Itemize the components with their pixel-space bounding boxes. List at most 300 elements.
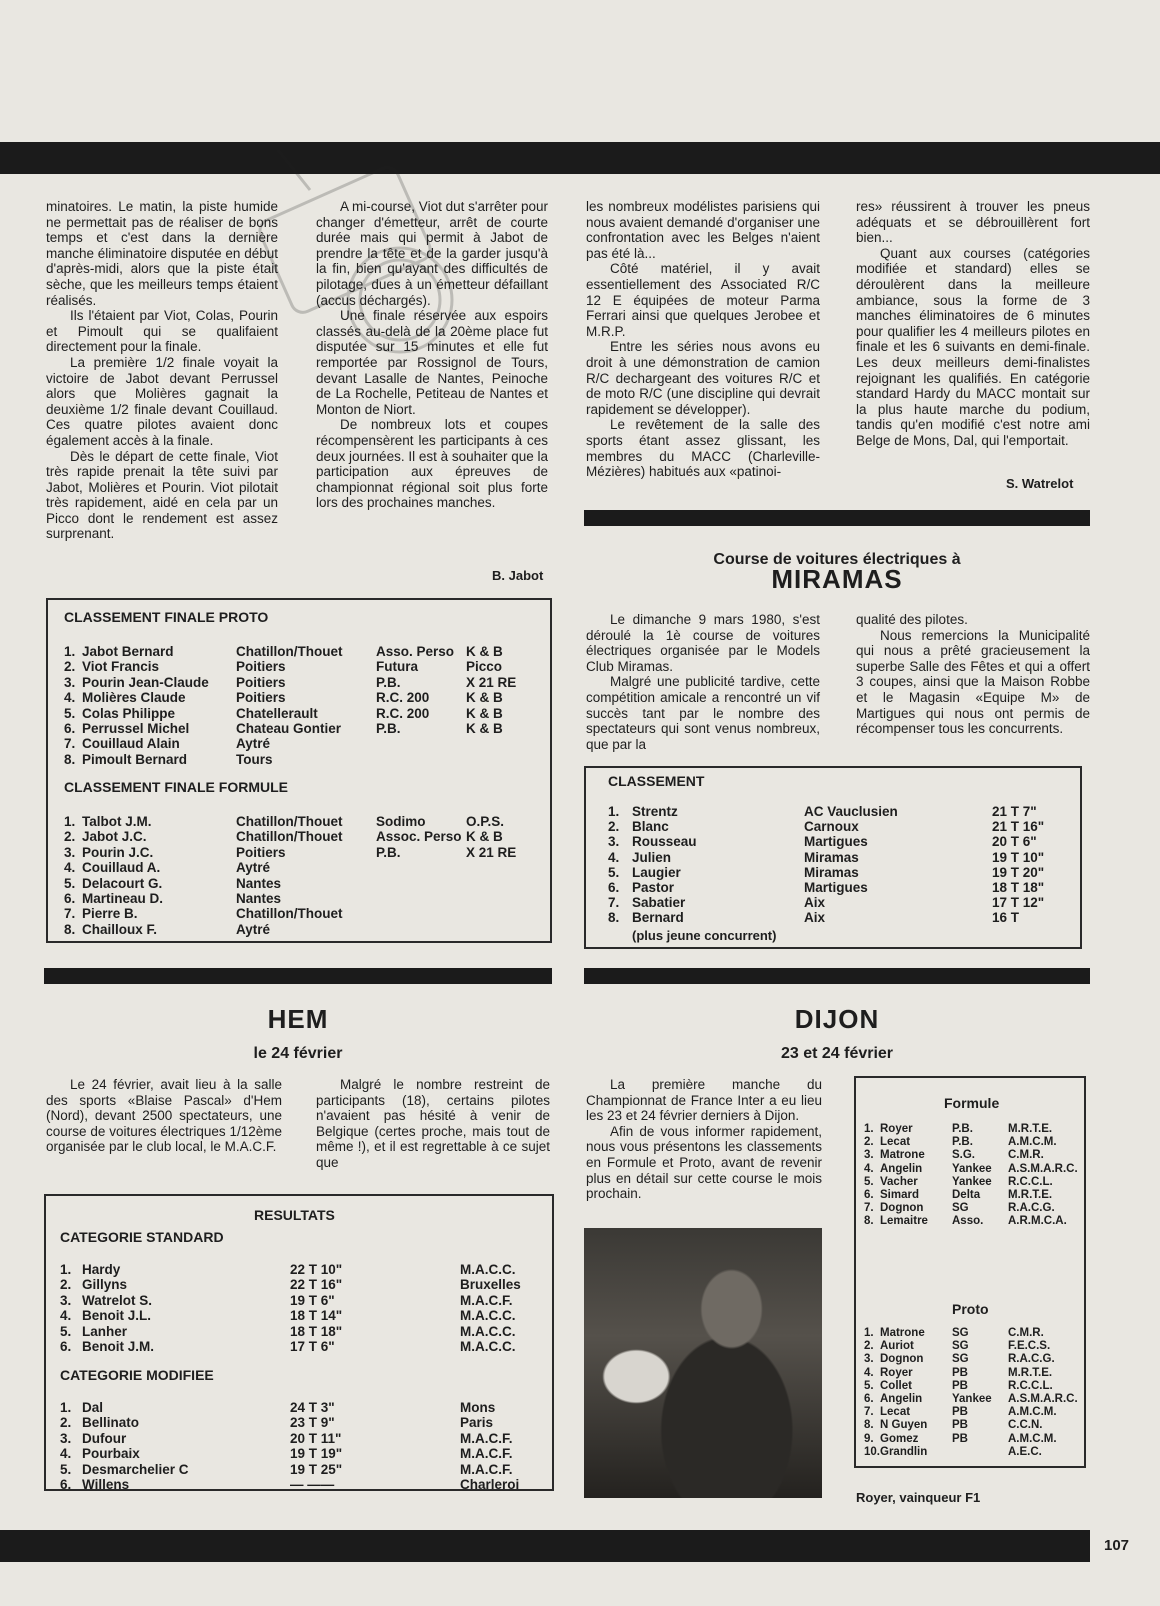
cell-chassis: Picco [466,659,503,675]
table-row [60,1415,550,1431]
cell-name: Dal [82,1400,104,1415]
cell-club: Aix [804,910,826,926]
paragraph: Malgré une publicité tardive, cette compétition amicale a rencontré un vif succès tant par le nombre des spectateurs qui sont venus nombreux, que par la [586,674,820,752]
table-row [64,706,544,722]
paragraph: Quant aux courses (catégories modifiée et standard) elles se déroulèrent dans la meilleure ambiance, sous la forme de 3 manches éliminatoires de 6 minutes pour qualifier les 4 meilleurs pilotes en finale et les 6 suivants en demi-finale. Les deux meilleurs demi-finalistes rejoignant les qualifiés. En catégorie standard Hardy du MACC montait sur la plus haute marche du podium, tandis qu'en modifié c'est notre ami Belge de Mons, Dal, qui l'emportait. [856,245,1090,448]
cell-pos: 5. [64,705,76,721]
cell-club: Chatillon/Thouet [236,906,343,922]
cell-club: R.A.C.G. [1008,1202,1055,1215]
cell-club: Martigues [804,880,868,895]
cell-name: Matrone [880,1327,925,1339]
cell-car: PB [952,1379,968,1392]
cell-pos: 3. [864,1353,874,1366]
proto-table-rows [64,644,544,774]
cell-name: Pastor [632,880,675,895]
cell-time: 18 T 14" [290,1308,343,1324]
cell-pos: 10. [864,1445,880,1458]
cell-name: Pimoult Bernard [82,751,188,767]
cell-pos: 3. [64,674,76,690]
cell-name: Vacher [880,1175,918,1188]
cell-pos: 2. [864,1340,874,1353]
bottom-bar [0,1530,1090,1562]
cell-club: C.M.R. [1008,1327,1044,1339]
paragraph: Le 24 février, avait lieu à la salle des sports «Blaise Pascal» d'Hem (Nord), devant 2500 spectateurs, une course de voitures électriques 1/12ème organisée par le club local, le M.A.C.F. [46,1077,282,1155]
table-row [60,1462,550,1478]
cell-pos: 1. [864,1327,874,1339]
table-row [60,1477,550,1493]
table-row [64,860,544,876]
dijon-proto-title: Proto [952,1301,989,1317]
cell-pos: 1. [64,814,76,829]
cell-club: Aytré [236,736,271,752]
table-row [64,659,544,675]
cell-name: Laugier [632,864,681,880]
miramas-kicker: Course de voitures électriques à [713,551,961,568]
table-row [64,752,544,768]
cell-name: Lecat [880,1136,911,1149]
cell-time: 21 T 16" [992,819,1045,835]
cell-club: A.M.C.M. [1008,1136,1057,1149]
cell-club: A.S.M.A.R.C. [1008,1162,1078,1175]
cell-club: M.R.T.E. [1008,1123,1053,1135]
cell-club: Aix [804,895,826,911]
cell-pos: 5. [60,1323,72,1339]
cell-name: Chailloux F. [82,921,158,937]
cell-pos: 5. [60,1461,72,1477]
dijon-col1 [586,1077,822,1202]
cell-name: Sabatier [632,895,686,911]
cell-time: 19 T 19" [290,1446,343,1462]
cell-club: Poitiers [236,659,286,675]
paragraph: Dès le départ de cette finale, Viot très rapide prenait la tête suivi par Jabot, Molières et Pourin. Viot pilotait très rapidement, aidé en cela par un Picco dont le rendement est assez surprenant. [46,448,278,542]
cell-club: M.A.C.F. [460,1446,513,1462]
page-number: 107 [1104,1537,1130,1554]
cell-club: A.R.M.C.A. [1008,1215,1067,1228]
paragraph: Afin de vous informer rapidement, nous vous présentons les classements en Formule et Proto, avant de revenir plus en détail sur cette course le mois prochain. [586,1123,822,1202]
miramas-results-box [584,766,1082,949]
table-row [60,1324,550,1340]
proto-article-col1 [46,199,278,542]
cell-name: Rousseau [632,834,697,850]
cell-chassis: K & B [466,721,503,736]
proto-formule-results-box [46,598,552,943]
cell-name: Blanc [632,819,669,835]
cell-club: Aytré [236,860,271,876]
cell-pos: 6. [64,721,76,736]
cell-pos: 5. [64,875,76,891]
table-row [64,891,544,907]
cell-club: Miramas [804,864,859,880]
cell-time: 17 T 12" [992,895,1045,911]
cell-club: Poitiers [236,844,286,860]
cell-name: Strentz [632,804,678,819]
standard-table-rows [60,1262,550,1358]
paragraph: Une finale réservée aux espoirs classés au-delà de la 20ème place fut disputée sur 15 minutes et elle fut remportée par Rossignol de Tours, devant Lasalle de Nantes, Peinoche de La Rochelle, Petiteau de Nantes et Monton de Niort. [316,308,548,417]
cell-club: M.A.C.C. [460,1339,516,1354]
cell-time: 24 T 3" [290,1400,335,1415]
table-row [60,1308,550,1324]
cell-pos: 7. [64,736,76,752]
table-row [608,895,1078,911]
cell-pos: 2. [60,1415,72,1431]
cell-name: Couillaud A. [82,860,161,876]
cell-pos: 8. [608,910,620,926]
cell-name: Lanher [82,1323,128,1339]
cell-pos: 4. [64,860,76,876]
modifiee-table-rows [60,1400,550,1496]
paragraph: La première manche du Championnat de France Inter a eu lieu les 23 et 24 février derniers à Dijon. [586,1077,822,1124]
cell-name: Matrone [880,1149,925,1162]
cell-pos: 1. [864,1123,874,1135]
cell-name: Angelin [880,1393,923,1405]
cell-car: SG [952,1353,969,1366]
table-row [64,675,544,691]
cell-car: Yankee [952,1393,992,1405]
cell-car: PB [952,1432,968,1445]
cell-pos: 2. [64,659,76,675]
cell-pos: 7. [864,1406,874,1419]
top-bar [0,142,1160,174]
cell-club: Martigues [804,834,868,850]
table-row [60,1446,550,1462]
paragraph: Ils l'étaient par Viot, Colas, Pourin et Pimoult qui se qualifaient directement pour la finale. [46,308,278,355]
table-row [608,910,1078,926]
cell-pos: 1. [64,644,76,659]
cell-chassis: X 21 RE [466,674,517,690]
cell-name: Pourin J.C. [82,844,154,860]
cell-name: Pierre B. [82,906,138,922]
table-row [64,690,544,706]
miramas-col1 [586,612,820,752]
table-row [864,1214,1084,1230]
cell-name: Lecat [880,1406,911,1419]
cell-time: 19 T 20" [992,864,1045,880]
cell-car: PB [952,1419,968,1432]
cell-club: A.E.C. [1008,1445,1042,1458]
paragraph: res» réussirent à trouver les pneus adéquats et se débrouillèrent fort bien... [856,199,1090,246]
cell-pos: 2. [864,1136,874,1149]
cell-club: C.M.R. [1008,1149,1044,1162]
cell-pos: 6. [60,1477,72,1492]
cell-time: 20 T 6" [992,834,1037,850]
cell-club: R.C.C.L. [1008,1379,1053,1392]
cell-name: Bernard [632,910,684,926]
cell-club: A.S.M.A.R.C. [1008,1393,1078,1405]
table-row [608,804,1078,820]
cell-chassis: K & B [466,690,503,706]
miramas-note: (plus jeune concurrent) [632,928,777,943]
cell-pos: 4. [64,690,76,706]
cell-pos: 6. [608,880,620,895]
paragraph: La première 1/2 finale voyait la victoire de Jabot devant Perrussel alors que Molières gagnait la deuxième 1/2 finale devant Couillaud. Ces quatre pilotes avaient donc également accès à la finale. [46,354,278,448]
cell-name: Molières Claude [82,690,186,706]
cell-pos: 1. [60,1400,72,1415]
cell-pos: 7. [64,906,76,922]
cell-club: A.M.C.M. [1008,1432,1057,1445]
cell-car: SG [952,1202,969,1215]
cell-club: Mons [460,1400,496,1415]
winner-photo [584,1228,822,1498]
paragraph: minatoires. Le matin, la piste humide ne permettait pas de réaliser de bons temps et c'est dans la dernière manche éliminatoire disputée en début d'après-midi, alors que la piste était sèche, que les meilleurs temps étaient réalisés. [46,199,278,308]
cell-pos: 5. [864,1379,874,1392]
cell-name: Gomez [880,1432,919,1445]
paragraph: les nombreux modélistes parisiens qui nous avaient demandé d'organiser une confrontation avec les Belges n'aient pas été là... [586,199,820,261]
table-row [608,880,1078,896]
cell-time: 22 T 16" [290,1277,343,1293]
table-row [864,1445,1084,1461]
cell-car: P.B. [952,1136,973,1149]
hem-col1 [46,1077,282,1155]
cell-club: R.C.C.L. [1008,1175,1053,1188]
table-row [60,1431,550,1447]
cell-pos: 2. [608,819,620,835]
cell-name: Benoit J.M. [82,1339,155,1354]
table-row [608,834,1078,850]
cell-club: C.C.N. [1008,1419,1043,1432]
cell-pos: 5. [608,864,620,880]
dijon-title: DIJON [794,1004,880,1034]
hem-title: HEM [267,1004,329,1034]
photo-caption: Royer, vainqueur F1 [856,1490,981,1505]
cell-club: A.M.C.M. [1008,1406,1057,1419]
cell-car: Yankee [952,1175,992,1188]
cell-time: 19 T 6" [290,1292,335,1308]
cell-chassis: K & B [466,705,503,721]
formule-table-rows [64,814,544,944]
dijon-results-box [854,1076,1086,1468]
cell-club: Chatillon/Thouet [236,644,343,659]
cell-name: Pourbaix [82,1446,140,1462]
cell-name: Martineau D. [82,891,164,906]
cell-time: 18 T 18" [992,880,1045,895]
cell-motor: R.C. 200 [376,690,430,706]
cell-chassis: X 21 RE [466,844,517,860]
cell-time: — —— [290,1477,335,1492]
cell-club: AC Vauclusien [804,804,898,819]
cell-name: Gillyns [82,1277,128,1293]
cell-pos: 8. [864,1419,874,1432]
hem-col2 [316,1077,550,1171]
proto-table-title: CLASSEMENT FINALE PROTO [64,609,269,625]
paragraph: Entre les séries nous avons eu droit à une démonstration de camion R/C dechargeant des voitures R/C et de moto R/C (une discipline qui devrait rapidement se développer). [586,339,820,417]
cell-pos: 3. [64,844,76,860]
cell-pos: 4. [864,1162,874,1175]
cell-name: Talbot J.M. [82,814,152,829]
cell-time: 18 T 18" [290,1323,343,1339]
cell-car: P.B. [952,1123,973,1135]
cell-name: Colas Philippe [82,705,176,721]
cell-club: Charleroi [460,1477,520,1492]
cell-club: Bruxelles [460,1277,521,1293]
cell-club: Aytré [236,921,271,937]
cell-motor: Sodimo [376,814,426,829]
cell-pos: 4. [60,1308,72,1324]
cell-name: Lemaitre [880,1215,928,1228]
cell-club: F.E.C.S. [1008,1340,1051,1353]
cell-pos: 3. [60,1292,72,1308]
belgian-article-col1 [586,199,820,480]
cell-motor: P.B. [376,844,401,860]
cell-name: Watrelot S. [82,1292,153,1308]
cell-club: Paris [460,1415,494,1431]
cell-pos: 3. [864,1149,874,1162]
cell-club: R.A.C.G. [1008,1353,1055,1366]
standard-category-title: CATEGORIE STANDARD [60,1229,224,1245]
table-row [60,1339,550,1355]
formule-table-title: CLASSEMENT FINALE FORMULE [64,779,288,795]
cell-time: 21 T 7" [992,804,1037,819]
cell-name: Royer [880,1366,913,1379]
cell-car: PB [952,1366,968,1379]
cell-club: Poitiers [236,690,286,706]
dijon-formule-rows [864,1122,1084,1232]
table-row [64,845,544,861]
cell-club: Chatillon/Thouet [236,814,343,829]
table-row [60,1400,550,1416]
table-row [60,1262,550,1278]
miramas-title: MIRAMAS [771,564,903,594]
rule-hem-top [44,968,552,984]
cell-name: Pourin Jean-Claude [82,674,209,690]
cell-name: Willens [82,1477,130,1492]
cell-club: Nantes [236,891,282,906]
cell-name: Delacourt G. [82,875,163,891]
paragraph: Le revêtement de la salle des sports étant assez glissant, les membres du MACC (Charleville-Mézières) habitués aux «patinoi- [586,417,820,480]
cell-name: Couillaud Alain [82,736,180,752]
hem-subtitle: le 24 février [253,1045,343,1062]
cell-name: N Guyen [880,1419,928,1432]
cell-chassis: O.P.S. [466,814,505,829]
dijon-subtitle: 23 et 24 février [780,1045,894,1062]
cell-pos: 8. [64,751,76,767]
cell-pos: 2. [60,1277,72,1293]
dijon-proto-rows [864,1326,1084,1460]
cell-pos: 6. [864,1393,874,1405]
table-row [64,922,544,938]
cell-car: PB [952,1406,968,1419]
cell-car: S.G. [952,1149,976,1162]
cell-time: 19 T 10" [992,849,1045,865]
table-row [64,876,544,892]
cell-motor: P.B. [376,721,401,736]
table-row [64,644,544,660]
cell-motor: Asso. Perso [376,644,455,659]
cell-name: Jabot J.C. [82,829,147,845]
table-row [608,850,1078,866]
paragraph: A mi-course, Viot dut s'arrêter pour changer d'émetteur, arrêt de courte durée mais qui permit à Jabot de prendre la tête et de la garder jusqu'à la fin, bien qu'ayant des difficultés de pilotage, dues à un émetteur défaillant (accus déchargés). [316,199,548,308]
table-row [64,829,544,845]
cell-name: Dognon [880,1202,924,1215]
cell-pos: 1. [60,1262,72,1277]
paragraph: Le dimanche 9 mars 1980, s'est déroulé la 1è course de voitures électriques organisée par le Models Club Miramas. [586,612,820,674]
cell-club: M.A.C.F. [460,1292,513,1308]
cell-name: Royer [880,1123,913,1135]
cell-name: Angelin [880,1162,923,1175]
paragraph: Malgré le nombre restreint de participants (18), certains pilotes n'avaient pas hésité à venir de Belgique (certes proche, mais tout de même !), et il est regrettable à ce sujet que [316,1077,550,1170]
cell-name: Viot Francis [82,659,160,675]
paragraph: De nombreux lots et coupes récompensèrent les participants à ces deux journées. Il est à souhaiter que la participation aux épreuves de championnat régional soit plus forte lors des prochaines manches. [316,417,548,511]
cell-club: Poitiers [236,674,286,690]
cell-chassis: K & B [466,829,503,845]
cell-name: Auriot [880,1340,914,1353]
cell-pos: 6. [864,1189,874,1201]
cell-club: Chateau Gontier [236,721,342,736]
cell-name: Simard [880,1189,919,1201]
cell-club: M.A.C.C. [460,1308,516,1324]
cell-time: 20 T 11" [290,1430,342,1446]
cell-pos: 4. [60,1446,72,1462]
table-row [64,906,544,922]
cell-pos: 6. [64,891,76,906]
table-row [608,865,1078,881]
cell-name: Grandlin [880,1445,928,1458]
cell-pos: 6. [60,1339,72,1354]
proto-article-col2 [316,199,548,511]
hem-results-box [44,1194,554,1491]
cell-name: Bellinato [82,1415,140,1431]
miramas-col2 [856,612,1090,737]
cell-name: Julien [632,849,672,865]
cell-pos: 2. [64,829,76,845]
table-row [60,1293,550,1309]
miramas-table-rows [608,804,1078,934]
modifiee-category-title: CATEGORIE MODIFIEE [60,1367,214,1383]
cell-club: M.R.T.E. [1008,1366,1053,1379]
cell-motor: R.C. 200 [376,705,430,721]
cell-club: M.A.C.C. [460,1262,516,1277]
cell-name: Dufour [82,1430,127,1446]
cell-pos: 5. [864,1175,874,1188]
cell-club: Chatillon/Thouet [236,829,343,845]
rule-miramas-top [584,510,1090,526]
cell-name: Perrussel Michel [82,721,190,736]
cell-car: SG [952,1340,969,1353]
cell-name: Benoit J.L. [82,1308,152,1324]
belgian-article-col2 [856,199,1090,449]
paragraph: Côté matériel, il y avait essentiellement des Associated R/C 12 E équipées de moteur Parma Ferrari ainsi que quelques Jerobee et M.R.P. [586,261,820,339]
cell-name: Jabot Bernard [82,644,174,659]
cell-pos: 7. [864,1202,874,1215]
cell-name: Collet [880,1379,912,1392]
cell-club: M.A.C.C. [460,1323,516,1339]
cell-club: M.R.T.E. [1008,1189,1053,1201]
cell-pos: 8. [864,1215,874,1228]
cell-pos: 3. [60,1430,72,1446]
cell-club: Chatellerault [236,705,318,721]
cell-time: 23 T 9" [290,1415,335,1431]
cell-car: Asso. [952,1215,984,1228]
paragraph: Nous remercions la Municipalité qui nous a prêté gracieusement la superbe Salle des Fêtes et qui a offert 3 coupes, ainsi que la Maison Robbe et le Magasin «Equipe M» de Martigues qui nous ont permis de récompenser tous les concurrents. [856,627,1090,737]
cell-pos: 7. [608,895,620,911]
signature-jabot: B. Jabot [492,568,544,583]
cell-motor: Futura [376,659,418,675]
miramas-table-title: CLASSEMENT [608,773,705,789]
signature-watrelot: S. Watrelot [1006,476,1074,491]
cell-club: M.A.C.F. [460,1430,513,1446]
paragraph: qualité des pilotes. [856,612,968,627]
dijon-formule-title: Formule [944,1095,1000,1111]
cell-name: Dognon [880,1353,924,1366]
cell-car: Delta [952,1189,981,1201]
cell-motor: Assoc. Perso [376,829,462,845]
table-row [64,721,544,737]
cell-club: Nantes [236,875,282,891]
hem-results-title: RESULTATS [254,1207,335,1223]
cell-pos: 8. [64,921,76,937]
cell-motor: P.B. [376,674,401,690]
cell-club: Carnoux [804,819,859,835]
cell-name: Desmarchelier C [82,1461,189,1477]
